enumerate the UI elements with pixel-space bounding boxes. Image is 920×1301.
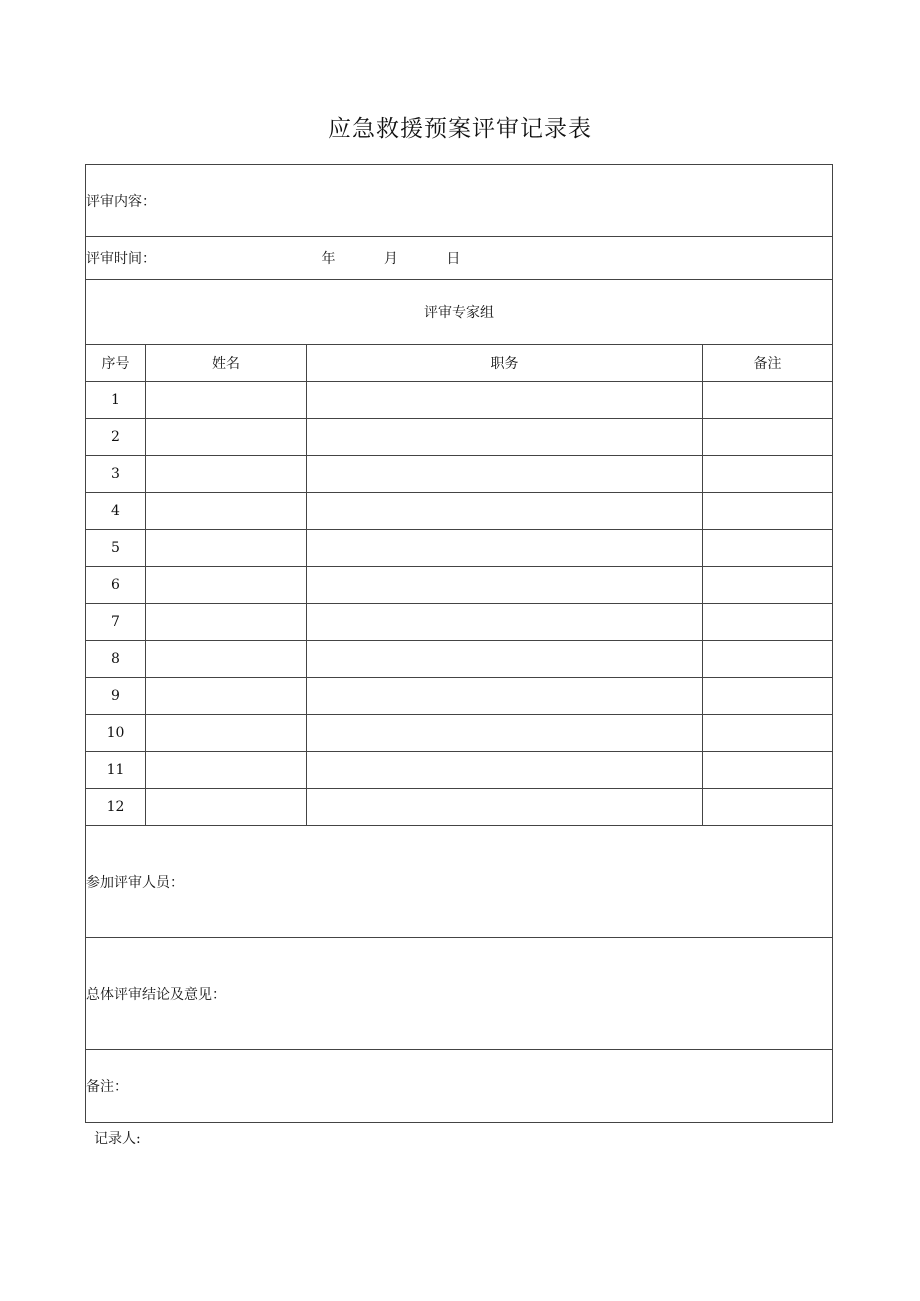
date-year-label: 年: [321, 251, 336, 267]
table-row: [86, 530, 833, 567]
position-cell[interactable]: [307, 789, 703, 826]
row-seq: 6: [86, 567, 146, 604]
conclusion-row: [86, 938, 833, 1050]
name-cell[interactable]: [146, 419, 307, 456]
position-cell[interactable]: [307, 641, 703, 678]
header-position: 职务: [307, 345, 703, 382]
note-cell[interactable]: [86, 1050, 833, 1123]
header-seq: 序号: [86, 345, 146, 382]
position-cell[interactable]: [307, 715, 703, 752]
note-row: [86, 1050, 833, 1123]
row-seq: 1: [86, 382, 146, 419]
position-cell[interactable]: [307, 752, 703, 789]
remark-cell[interactable]: [703, 715, 833, 752]
review-time-row: [86, 237, 833, 280]
name-cell[interactable]: [146, 789, 307, 826]
row-seq: 2: [86, 419, 146, 456]
expert-group-row: [86, 280, 833, 345]
expert-table-header: [86, 345, 833, 382]
expert-group-cell: [86, 280, 833, 345]
row-seq: 8: [86, 641, 146, 678]
row-seq: 12: [86, 789, 146, 826]
row-seq: 9: [86, 678, 146, 715]
remark-cell[interactable]: [703, 530, 833, 567]
review-content-row: [86, 165, 833, 237]
review-content-cell[interactable]: [86, 165, 833, 237]
row-seq: 3: [86, 456, 146, 493]
table-row: [86, 419, 833, 456]
name-cell[interactable]: [146, 530, 307, 567]
expert-group-label: 评审专家组: [424, 305, 494, 321]
position-cell[interactable]: [307, 382, 703, 419]
position-cell[interactable]: [307, 567, 703, 604]
row-seq: 5: [86, 530, 146, 567]
table-row: [86, 567, 833, 604]
row-seq: 11: [86, 752, 146, 789]
participants-cell[interactable]: [86, 826, 833, 938]
position-cell[interactable]: [307, 678, 703, 715]
remark-cell[interactable]: [703, 382, 833, 419]
remark-cell[interactable]: [703, 456, 833, 493]
table-row: [86, 752, 833, 789]
name-cell[interactable]: [146, 567, 307, 604]
name-cell[interactable]: [146, 493, 307, 530]
row-seq: 10: [86, 715, 146, 752]
review-time-label: 评审时间：: [86, 251, 156, 267]
position-cell[interactable]: [307, 419, 703, 456]
name-cell[interactable]: [146, 678, 307, 715]
remark-cell[interactable]: [703, 419, 833, 456]
position-cell[interactable]: [307, 604, 703, 641]
name-cell[interactable]: [146, 752, 307, 789]
review-record-table: [85, 164, 833, 1123]
position-cell[interactable]: [307, 530, 703, 567]
remark-cell[interactable]: [703, 604, 833, 641]
row-seq: 7: [86, 604, 146, 641]
table-row: [86, 493, 833, 530]
table-row: [86, 382, 833, 419]
position-cell[interactable]: [307, 456, 703, 493]
page-title: 应急救援预案评审记录表: [328, 116, 592, 142]
participants-label: 参加评审人员：: [86, 874, 184, 891]
table-row: [86, 678, 833, 715]
header-remark: 备注: [703, 345, 833, 382]
note-label: 备注：: [86, 1079, 128, 1095]
date-day-label: 日: [446, 251, 461, 267]
remark-cell[interactable]: [703, 678, 833, 715]
header-name: 姓名: [146, 345, 307, 382]
row-seq: 4: [86, 493, 146, 530]
remark-cell[interactable]: [703, 641, 833, 678]
remark-cell[interactable]: [703, 567, 833, 604]
conclusion-cell[interactable]: [86, 938, 833, 1050]
remark-cell[interactable]: [703, 789, 833, 826]
name-cell[interactable]: [146, 715, 307, 752]
table-row: [86, 789, 833, 826]
table-row: [86, 715, 833, 752]
date-month-label: 月: [383, 251, 398, 267]
participants-row: [86, 826, 833, 938]
position-cell[interactable]: [307, 493, 703, 530]
review-content-label: 评审内容：: [86, 193, 156, 210]
conclusion-label: 总体评审结论及意见：: [86, 986, 226, 1003]
name-cell[interactable]: [146, 456, 307, 493]
remark-cell[interactable]: [703, 493, 833, 530]
table-row: [86, 456, 833, 493]
name-cell[interactable]: [146, 382, 307, 419]
table-row: [86, 604, 833, 641]
review-time-cell[interactable]: [86, 237, 833, 280]
remark-cell[interactable]: [703, 752, 833, 789]
recorder-label: 记录人:: [94, 1131, 141, 1147]
name-cell[interactable]: [146, 641, 307, 678]
table-row: [86, 641, 833, 678]
name-cell[interactable]: [146, 604, 307, 641]
